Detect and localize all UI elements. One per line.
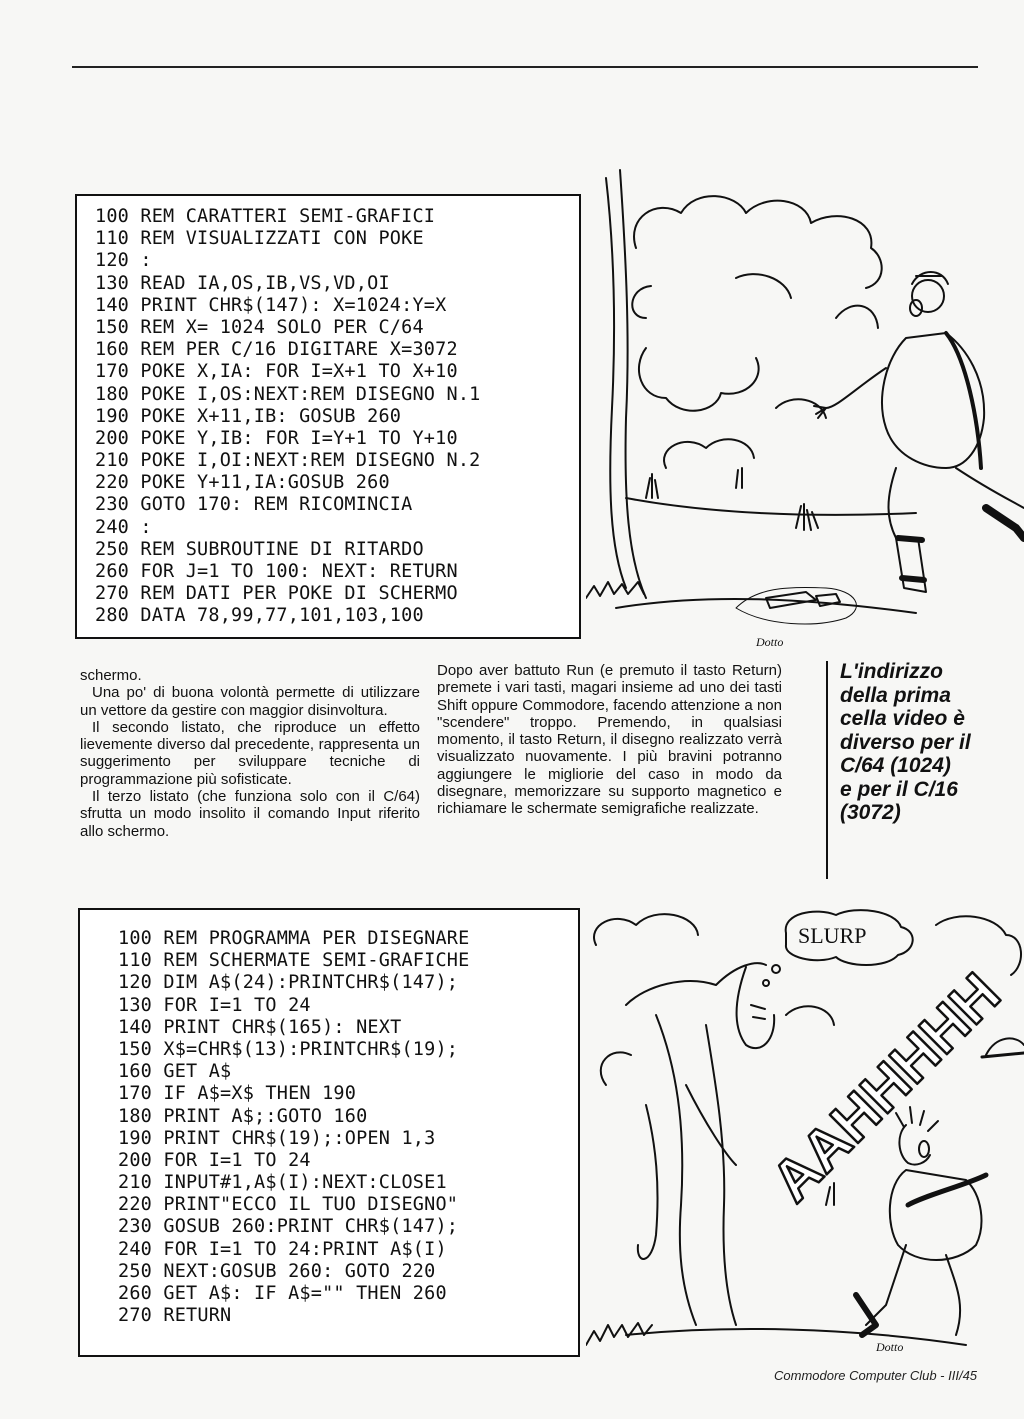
code-line: 230 GOSUB 260:PRINT CHR$(147); bbox=[118, 1216, 459, 1238]
code-line: 200 POKE Y,IB: FOR I=Y+1 TO Y+10 bbox=[95, 427, 458, 449]
callout-rule bbox=[826, 661, 828, 879]
code-line: 240 : bbox=[95, 516, 152, 538]
code-line: 260 GET A$: IF A$="" THEN 260 bbox=[118, 1283, 447, 1304]
body-column-middle bbox=[437, 662, 782, 818]
code-line: 210 POKE I,OI:NEXT:REM DISEGNO N.2 bbox=[95, 450, 481, 472]
program-listing-1 bbox=[75, 194, 581, 639]
program-listing-2 bbox=[78, 908, 580, 1357]
code-line: 140 PRINT CHR$(165): NEXT bbox=[118, 1016, 402, 1038]
code-line: 160 GET A$ bbox=[118, 1061, 232, 1083]
code-line: 220 PRINT"ECCO IL TUO DISEGNO" bbox=[118, 1194, 459, 1216]
cartoon2-signature: Dotto bbox=[876, 1340, 904, 1354]
code-line: 120 : bbox=[95, 250, 152, 272]
code-line: 200 FOR I=1 TO 24 bbox=[118, 1149, 311, 1171]
body-paragraph: schermo. bbox=[80, 667, 142, 684]
code-line: 280 DATA 78,99,77,101,103,100 bbox=[95, 605, 424, 627]
code-line: 170 POKE X,IA: FOR I=X+1 TO X+10 bbox=[95, 361, 458, 383]
code-line: 160 REM PER C/16 DIGITARE X=3072 bbox=[95, 339, 458, 361]
code-line: 100 REM CARATTERI SEMI-GRAFICI bbox=[95, 206, 436, 227]
body-paragraph: Il terzo listato (che funziona solo con il C/64) sfrutta un modo insolito il comando Input riferito allo schermo. bbox=[80, 788, 420, 840]
cartoon-lion-scream bbox=[586, 905, 1024, 1365]
body-paragraph: Il secondo listato, che riproduce un effetto lievemente diverso dal precedente, rappresenta un suggerimento per sviluppare tecniche di programmazione più sofisticate. bbox=[80, 718, 420, 788]
code-line: 130 READ IA,OS,IB,VS,VD,OI bbox=[95, 272, 390, 294]
body-paragraph: Una po' di buona volontà permette di utilizzare un vettore da gestire con maggior disinvoltura. bbox=[80, 684, 420, 719]
slurp-bubble-text: SLURP bbox=[798, 923, 867, 948]
code-line: 190 POKE X+11,IB: GOSUB 260 bbox=[95, 405, 402, 427]
code-line: 120 DIM A$(24):PRINTCHR$(147); bbox=[118, 972, 459, 994]
code-line: 260 FOR J=1 TO 100: NEXT: RETURN bbox=[95, 561, 458, 582]
code-line: 230 GOTO 170: REM RICOMINCIA bbox=[95, 494, 413, 516]
cartoon1-signature: Dotto bbox=[756, 635, 784, 649]
body-column-left bbox=[80, 667, 420, 840]
code-line: 110 REM SCHERMATE SEMI-GRAFICHE bbox=[118, 950, 470, 972]
scream-text: AAHHHHH bbox=[759, 960, 1013, 1215]
code-line: 180 POKE I,OS:NEXT:REM DISEGNO N.1 bbox=[95, 383, 481, 405]
code-line: 240 FOR I=1 TO 24:PRINT A$(I) bbox=[118, 1238, 447, 1260]
code-line: 220 POKE Y+11,IA:GOSUB 260 bbox=[95, 472, 390, 494]
code-line: 150 X$=CHR$(13):PRINTCHR$(19); bbox=[118, 1038, 459, 1060]
code-line: 270 RETURN bbox=[118, 1305, 232, 1327]
code-line: 210 INPUT#1,A$(I):NEXT:CLOSE1 bbox=[118, 1172, 447, 1194]
code-line: 180 PRINT A$;:GOTO 160 bbox=[118, 1105, 368, 1127]
code-line: 190 PRINT CHR$(19);:OPEN 1,3 bbox=[118, 1127, 436, 1149]
code-line: 250 NEXT:GOSUB 260: GOTO 220 bbox=[118, 1260, 436, 1282]
cartoon-explorer-jungle bbox=[586, 168, 1024, 658]
code-line: 140 PRINT CHR$(147): X=1024:Y=X bbox=[95, 294, 447, 316]
code-line: 270 REM DATI PER POKE DI SCHERMO bbox=[95, 583, 458, 605]
body-paragraph: Dopo aver battuto Run (e premuto il tasto Return) premete i vari tasti, magari insieme ad uno dei tasti Shift oppure Commodore, facendo attenzione a non "scendere" troppo. Premendo, in qualsiasi momento, il tasto Return, il disegno realizzato verrà visualizzato nuovamente. I più bravini potranno aggiungere le migliorie del caso in modo da disegnare, memorizzare su supporto magnetico e richiamare le schermate semigrafiche realizzate. bbox=[437, 662, 782, 818]
code-line: 100 REM PROGRAMMA PER DISEGNARE bbox=[118, 928, 470, 949]
top-rule bbox=[72, 66, 978, 68]
callout-text: L'indirizzo della prima cella video è diverso per il C/64 (1024) e per il C/16 (3072) bbox=[840, 660, 971, 824]
code-line: 150 REM X= 1024 SOLO PER C/64 bbox=[95, 316, 424, 338]
code-line: 110 REM VISUALIZZATI CON POKE bbox=[95, 228, 424, 250]
code-line: 130 FOR I=1 TO 24 bbox=[118, 994, 311, 1016]
code-line: 170 IF A$=X$ THEN 190 bbox=[118, 1083, 357, 1105]
code-line: 250 REM SUBROUTINE DI RITARDO bbox=[95, 538, 424, 560]
page-footer: Commodore Computer Club - III/45 bbox=[774, 1368, 978, 1383]
